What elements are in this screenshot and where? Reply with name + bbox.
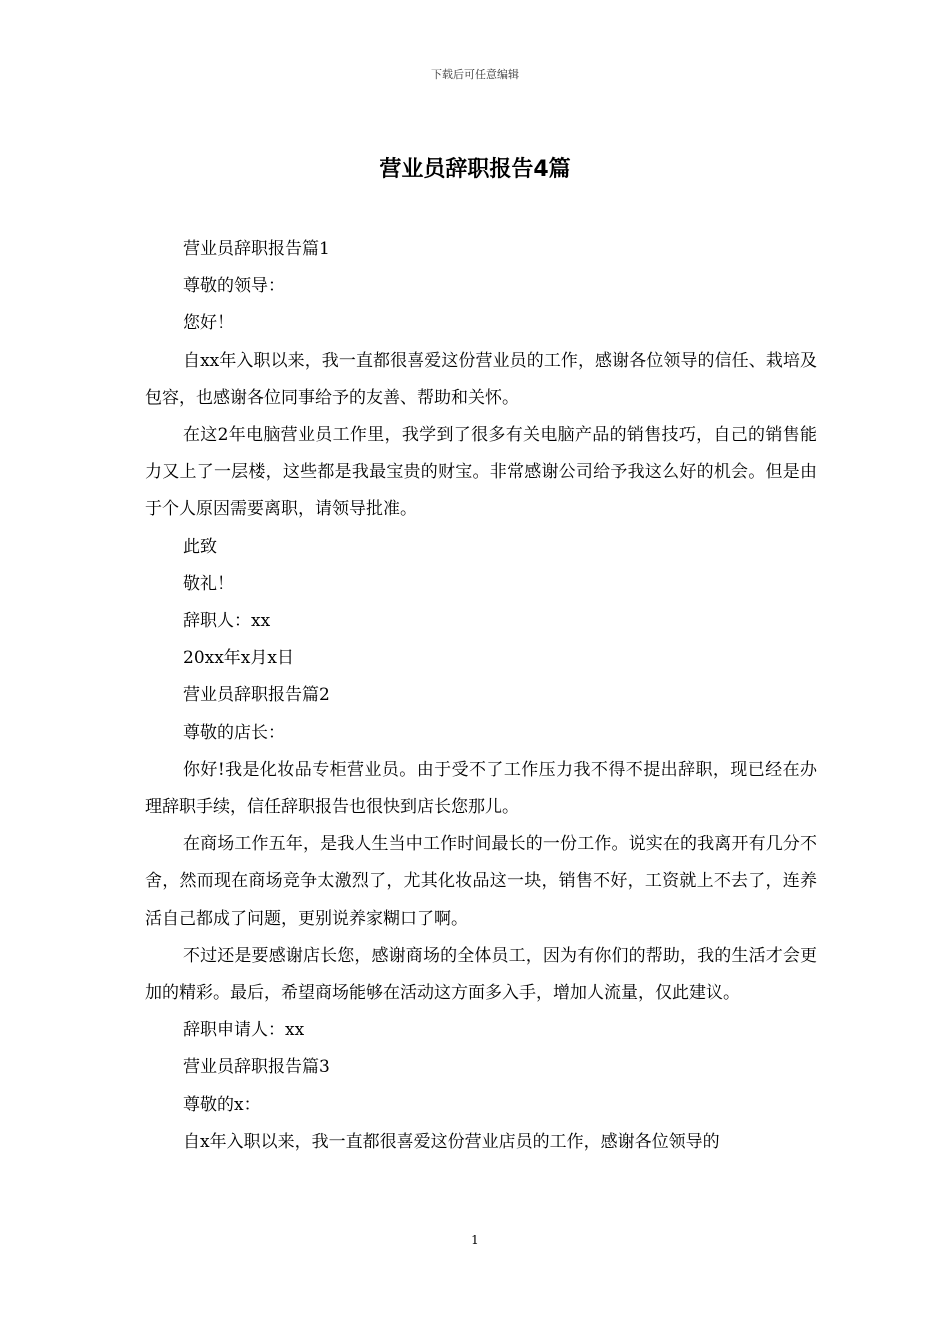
salutation-3: 尊敬的x： bbox=[183, 1094, 261, 1115]
signature-line: 辞职申请人：xx bbox=[183, 1020, 305, 1041]
section-heading-2: 营业员辞职报告篇2 bbox=[183, 685, 330, 706]
date-line: 20xx年x月x日 bbox=[183, 648, 294, 669]
greeting-1: 您好！ bbox=[183, 313, 234, 334]
salutation-2: 尊敬的店长： bbox=[183, 722, 285, 743]
closing-line: 此致 bbox=[183, 536, 217, 557]
section-heading-3: 营业员辞职报告篇3 bbox=[183, 1057, 330, 1078]
body-paragraph: 在这2年电脑营业员工作里，我学到了很多有关电脑产品的销售技巧，自己的销售能力又上了一层楼，这些都是我最宝贵的财宝。非常感谢公司给予我这么好的机会。但是由于个人原因需要离职，请领导批准。 bbox=[145, 425, 817, 520]
body-paragraph: 不过还是要感谢店长您，感谢商场的全体员工，因为有你们的帮助，我的生活才会更加的精彩。最后，希望商场能够在活动这方面多入手，增加人流量，仅此建议。 bbox=[145, 945, 817, 1004]
body-paragraph: 在商场工作五年，是我人生当中工作时间最长的一份工作。说实在的我离开有几分不舍，然而现在商场竞争太激烈了，尤其化妆品这一块，销售不好，工资就上不去了，连养活自己都成了问题，更别说养家糊口了啊。 bbox=[145, 834, 817, 929]
document-body bbox=[145, 231, 817, 1161]
body-paragraph: 自x年入职以来，我一直都很喜爱这份营业店员的工作，感谢各位领导的 bbox=[183, 1131, 720, 1152]
document-title: 营业员辞职报告4篇 bbox=[379, 157, 571, 182]
signature-line: 辞职人：xx bbox=[183, 611, 271, 632]
section-heading-1: 营业员辞职报告篇1 bbox=[183, 239, 330, 259]
salutation-1: 尊敬的领导： bbox=[183, 276, 285, 297]
header-note: 下载后可任意编辑 bbox=[431, 68, 519, 81]
closing-line: 敬礼！ bbox=[183, 573, 234, 594]
body-paragraph: 你好!我是化妆品专柜营业员。由于受不了工作压力我不得不提出辞职，现已经在办理辞职手续，信任辞职报告也很快到店长您那儿。 bbox=[145, 759, 817, 818]
body-paragraph: 自xx年入职以来，我一直都很喜爱这份营业员的工作，感谢各位领导的信任、栽培及包容，也感谢各位同事给予的友善、帮助和关怀。 bbox=[145, 350, 817, 408]
page-number: 1 bbox=[471, 1233, 479, 1247]
